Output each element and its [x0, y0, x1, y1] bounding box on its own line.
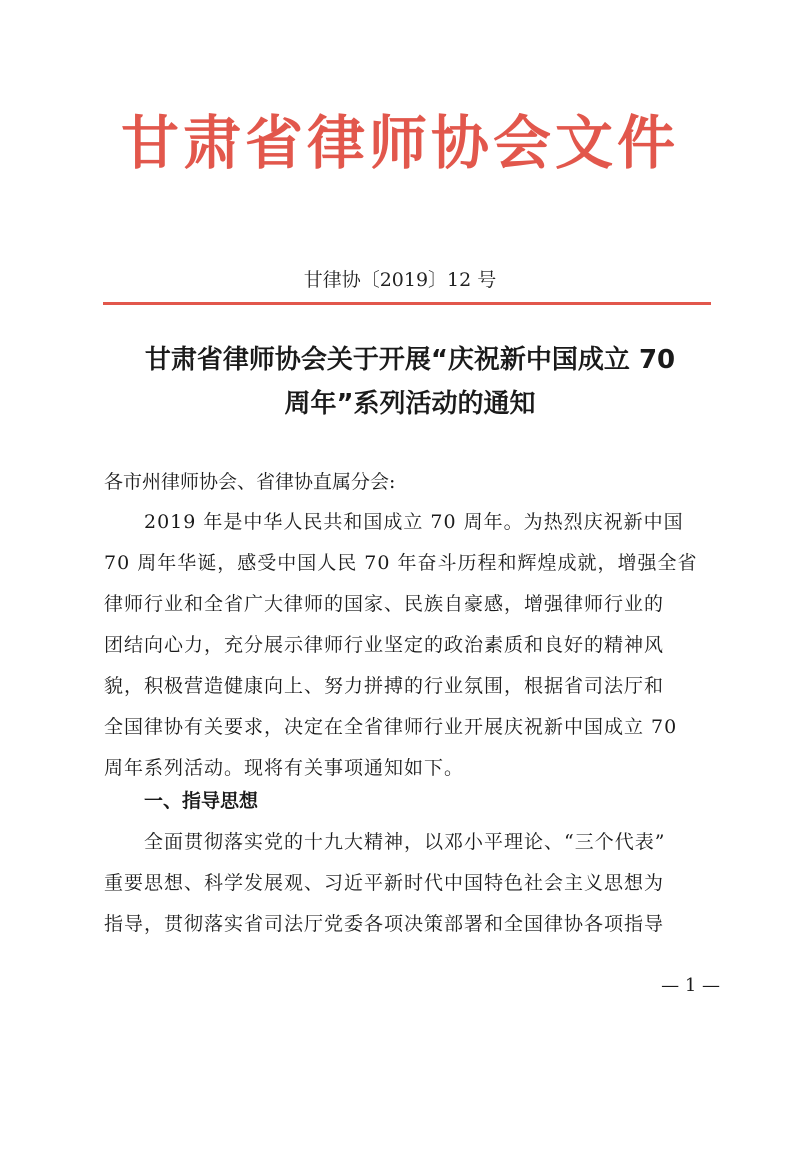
notice-title: [100, 338, 720, 426]
page-number: — 1 —: [661, 975, 720, 996]
salutation: 各市州律师协会、省律协直属分会:: [104, 471, 396, 493]
paragraph-line: 70 周年华诞，感受中国人民 70 年奋斗历程和辉煌成就，增强全省: [104, 552, 698, 574]
body-paragraph: [104, 502, 724, 789]
paragraph-line: 团结向心力，充分展示律师行业坚定的政治素质和良好的精神风: [104, 634, 665, 656]
paragraph-line: 律师行业和全省广大律师的国家、民族自豪感，增强律师行业的: [104, 593, 665, 615]
notice-title-line: 甘肃省律师协会关于开展“庆祝新中国成立 70: [144, 345, 676, 375]
document-number: 甘律协〔2019〕12 号: [303, 269, 497, 291]
red-divider-line: [103, 302, 711, 305]
paragraph-line: 重要思想、科学发展观、习近平新时代中国特色社会主义思想为: [104, 872, 665, 894]
paragraph-line: 全面贯彻落实党的十九大精神，以邓小平理论、“三个代表”: [144, 831, 666, 853]
paragraph-line: 2019 年是中华人民共和国成立 70 周年。为热烈庆祝新中国: [144, 511, 684, 533]
section-heading: 一、指导思想: [144, 790, 259, 812]
paragraph-line: 指导，贯彻落实省司法厅党委各项决策部署和全国律协各项指导: [104, 913, 665, 935]
document-header-title: 甘肃省律师协会文件: [120, 109, 679, 177]
paragraph-line: 周年系列活动。现将有关事项通知如下。: [104, 757, 465, 779]
notice-title-line: 周年”系列活动的通知: [284, 389, 536, 419]
section-paragraph: [104, 822, 724, 945]
paragraph-line: 貌，积极营造健康向上、努力拼搏的行业氛围，根据省司法厅和: [104, 675, 665, 697]
paragraph-line: 全国律协有关要求，决定在全省律师行业开展庆祝新中国成立 70: [104, 716, 678, 738]
